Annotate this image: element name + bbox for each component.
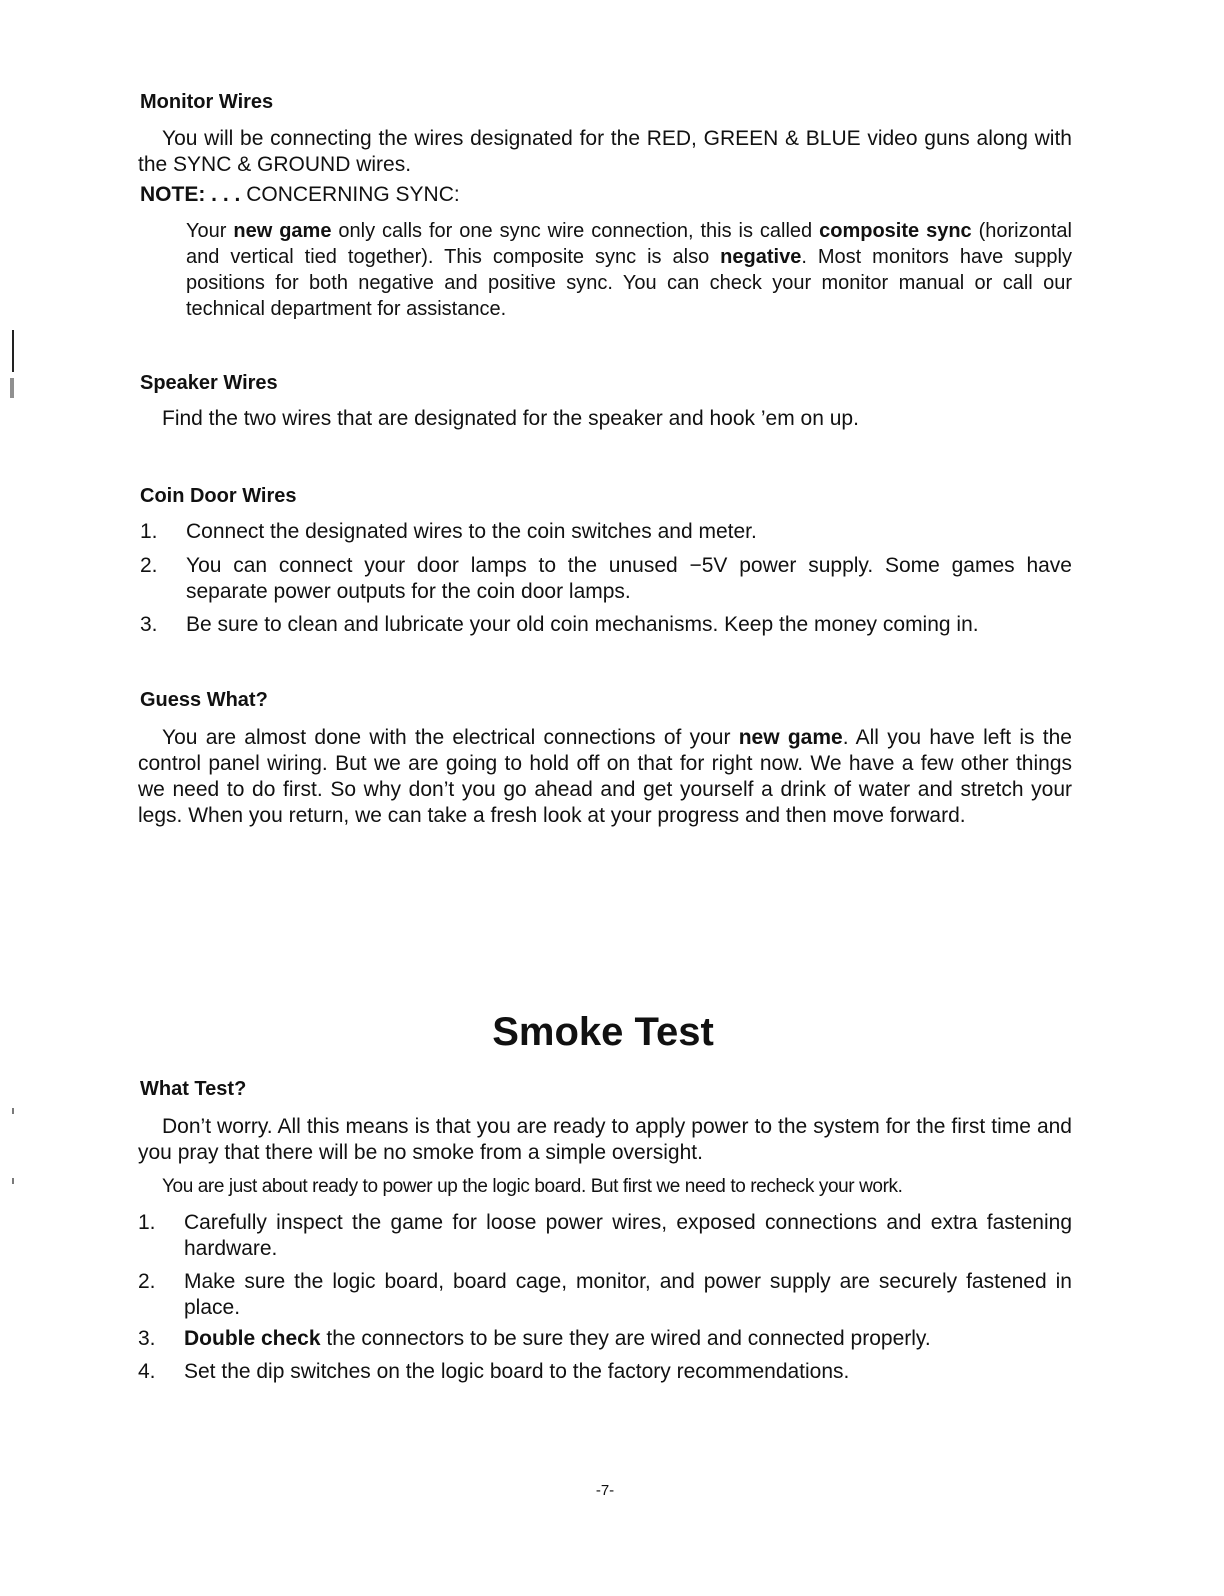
speaker-wires-heading: Speaker Wires bbox=[140, 372, 278, 394]
scan-mark bbox=[12, 1178, 14, 1184]
list-item: 2. You can connect your door lamps to the unused −5V power supply. Some games have separate power outputs for the coin door lamps. bbox=[140, 554, 1072, 603]
list-item: 3. Double check the connectors to be sure they are wired and connected properly. bbox=[138, 1327, 931, 1350]
list-item: 3. Be sure to clean and lubricate your old coin mechanisms. Keep the money coming in. bbox=[140, 613, 979, 636]
page-title: Smoke Test bbox=[492, 1010, 714, 1054]
note-label: NOTE: . . . bbox=[140, 183, 241, 206]
list-item: 1. Connect the designated wires to the coin switches and meter. bbox=[140, 520, 757, 543]
scan-mark bbox=[12, 1108, 14, 1114]
list-item: 1. Carefully inspect the game for loose power wires, exposed connections and extra fastening hardware. bbox=[138, 1211, 1072, 1260]
monitor-wires-heading: Monitor Wires bbox=[140, 91, 274, 113]
scan-mark bbox=[10, 378, 14, 398]
what-test-heading: What Test? bbox=[140, 1078, 247, 1100]
what-test-paragraph: Don’t worry. All this means is that you are ready to apply power to the system for the first time and you pray that there will be no smoke from a simple oversight. bbox=[138, 1115, 1072, 1164]
sync-note-body: Your new game only calls for one sync wire connection, this is called composite sync (horizontal and vertical tied together). This composite sync is also negative. Most monitors have supply positions for both negative and positive sync. You can check your monitor manual or call our technical department for assistance. bbox=[186, 220, 1072, 320]
list-item: 4. Set the dip switches on the logic board to the factory recommendations. bbox=[138, 1360, 850, 1383]
monitor-wires-intro: You will be connecting the wires designated for the RED, GREEN & BLUE video guns along with the SYNC & GROUND wires. bbox=[138, 127, 1072, 176]
guess-what-text: You are almost done with the electrical connections of your new game. All you have left is the control panel wiring. But we are going to hold off on that for right now. We have a few other things we need to do first. So why don’t you go ahead and get yourself a drink of water and stretch your legs. When you return, we can take a fresh look at your progress and then move forward. bbox=[138, 726, 1072, 827]
list-item: 2. Make sure the logic board, board cage, monitor, and power supply are securely fastened in place. bbox=[138, 1270, 1072, 1319]
recheck-paragraph: You are just about ready to power up the logic board. But first we need to recheck your work. bbox=[162, 1176, 903, 1197]
coin-door-heading: Coin Door Wires bbox=[140, 485, 297, 507]
scan-mark bbox=[12, 330, 14, 372]
sync-note-line bbox=[140, 182, 1070, 208]
speaker-wires-text: Find the two wires that are designated for the speaker and hook ’em on up. bbox=[162, 407, 859, 430]
note-title: CONCERNING SYNC: bbox=[246, 183, 460, 206]
page-number: -7- bbox=[595, 1482, 615, 1499]
guess-what-heading: Guess What? bbox=[140, 689, 268, 711]
